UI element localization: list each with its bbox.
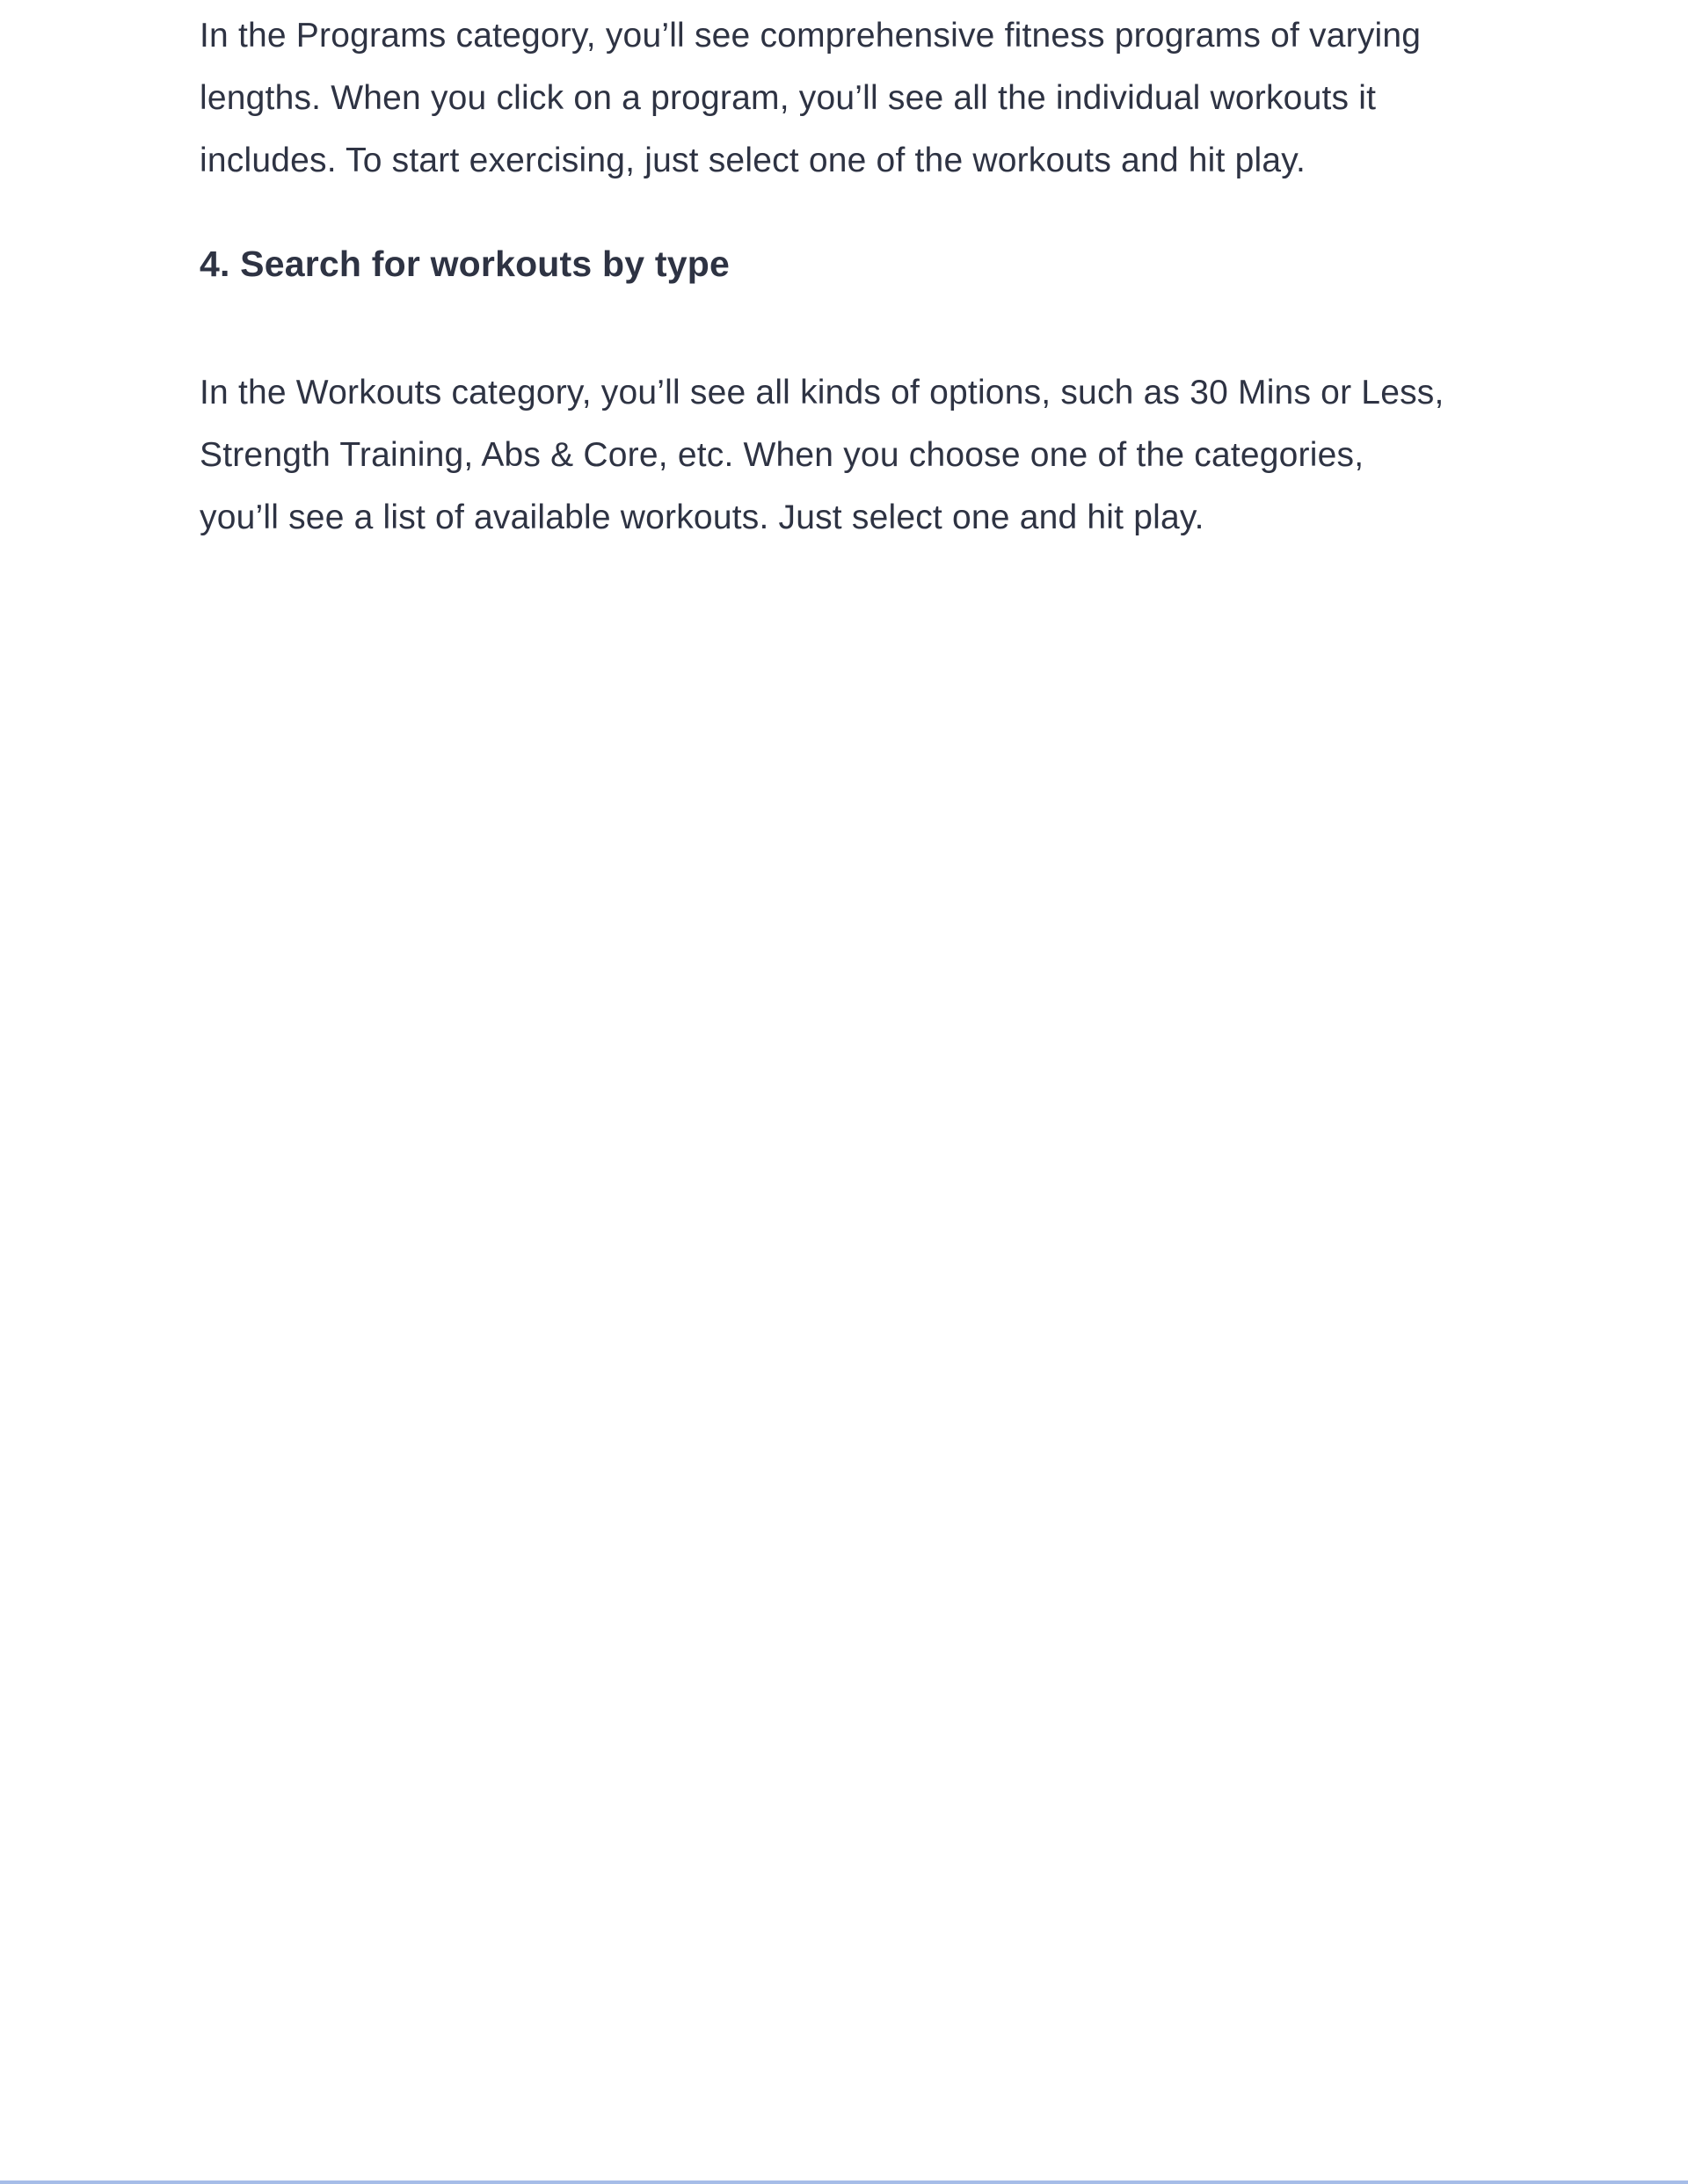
paragraph-line: lengths. When you click on a program, you’ll see all the individual workouts it	[200, 79, 1377, 117]
body-paragraph	[200, 361, 1536, 549]
paragraph-line: In the Programs category, you’ll see comprehensive fitness programs of varying	[200, 17, 1422, 55]
intro-paragraph	[200, 4, 1536, 192]
paragraph-line: you’ll see a list of available workouts. Just select one and hit play.	[200, 499, 1204, 536]
paragraph-line: In the Workouts category, you’ll see all kinds of options, such as 30 Mins or Less,	[200, 374, 1444, 411]
paragraph-line: Strength Training, Abs & Core, etc. When you choose one of the categories,	[200, 436, 1364, 474]
page-bottom-divider	[0, 2180, 1688, 2184]
section-heading: 4. Search for workouts by type	[200, 244, 730, 284]
paragraph-line: includes. To start exercising, just select one of the workouts and hit play.	[200, 142, 1306, 179]
article-body	[200, 0, 1536, 549]
